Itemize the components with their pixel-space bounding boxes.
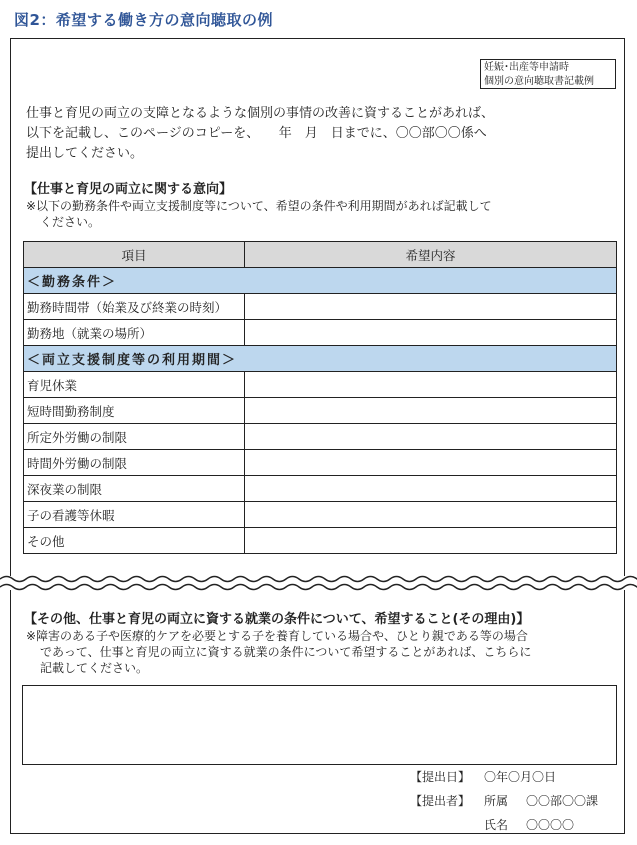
note-line: 記載してください。 <box>40 661 149 675</box>
preference-cell[interactable] <box>245 320 617 346</box>
free-text-input[interactable] <box>22 685 617 765</box>
section-label: ＜両立支援制度等の利用期間＞ <box>24 346 617 372</box>
table-row <box>24 528 617 554</box>
intro-line: 以下を記載し、このページのコピーを、 年 月 日までに、〇〇部〇〇係へ <box>26 126 487 141</box>
section1-heading: 【仕事と育児の両立に関する意向】 <box>24 182 233 197</box>
section-row-work-conditions <box>24 268 617 294</box>
row-label: 時間外労働の制限 <box>24 450 245 476</box>
form-type-label <box>480 59 616 89</box>
table-row <box>24 398 617 424</box>
header-preference: 希望内容 <box>245 242 617 268</box>
section2-note <box>26 628 531 676</box>
submit-date-label: 【提出日】 <box>410 770 471 784</box>
preference-cell[interactable] <box>245 398 617 424</box>
section2-heading: 【その他、仕事と育児の両立に資する就業の条件について、希望すること(その理由)】 <box>24 612 530 627</box>
form-type-line2: 個別の意向聴取書記載例 <box>484 76 594 87</box>
row-label: その他 <box>24 528 245 554</box>
table-row <box>24 502 617 528</box>
preferences-table <box>23 241 617 554</box>
preference-cell[interactable] <box>245 424 617 450</box>
section-row-support-systems <box>24 346 617 372</box>
preference-cell[interactable] <box>245 528 617 554</box>
name-value: 〇〇〇〇 <box>526 818 575 832</box>
name-label: 氏名 <box>484 818 509 832</box>
section1-note <box>26 198 492 230</box>
preference-cell[interactable] <box>245 294 617 320</box>
intro-line: 提出してください。 <box>26 146 144 161</box>
row-label: 子の看護等休暇 <box>24 502 245 528</box>
table-row <box>24 424 617 450</box>
row-label: 勤務時間帯（始業及び終業の時刻） <box>24 294 245 320</box>
figure-title: 図2：希望する働き方の意向聴取の例 <box>14 11 273 29</box>
intro-line: 仕事と育児の両立の支障となるような個別の事情の改善に資することがあれば、 <box>26 106 495 121</box>
header-item: 項目 <box>24 242 245 268</box>
note-line: であって、仕事と育児の両立に資する就業の条件について希望することがあれば、こちらに <box>40 645 532 659</box>
intro-text <box>26 104 494 164</box>
submit-date-value: 〇年〇月〇日 <box>484 770 557 784</box>
submitter-label: 【提出者】 <box>410 794 471 808</box>
page-break-wave <box>0 572 637 596</box>
section-label: ＜勤務条件＞ <box>24 268 617 294</box>
note-line: ※障害のある子や医療的ケアを必要とする子を養育している場合や、ひとり親である等の場合 <box>26 629 528 643</box>
table-row <box>24 294 617 320</box>
row-label: 勤務地（就業の場所） <box>24 320 245 346</box>
preference-cell[interactable] <box>245 372 617 398</box>
table-row <box>24 372 617 398</box>
preference-cell[interactable] <box>245 502 617 528</box>
row-label: 所定外労働の制限 <box>24 424 245 450</box>
table-row <box>24 450 617 476</box>
row-label: 育児休業 <box>24 372 245 398</box>
row-label: 深夜業の制限 <box>24 476 245 502</box>
dept-value: 〇〇部〇〇課 <box>526 794 599 808</box>
preference-cell[interactable] <box>245 450 617 476</box>
table-row <box>24 476 617 502</box>
table-row <box>24 320 617 346</box>
note-line: ※以下の勤務条件や両立支援制度等について、希望の条件や利用期間があれば記載して <box>26 199 492 213</box>
form-type-line1: 妊娠･出産等申請時 <box>484 62 569 73</box>
preference-cell[interactable] <box>245 476 617 502</box>
dept-label: 所属 <box>484 794 509 808</box>
note-line: ください。 <box>40 215 101 229</box>
table-header-row <box>24 242 617 268</box>
row-label: 短時間勤務制度 <box>24 398 245 424</box>
